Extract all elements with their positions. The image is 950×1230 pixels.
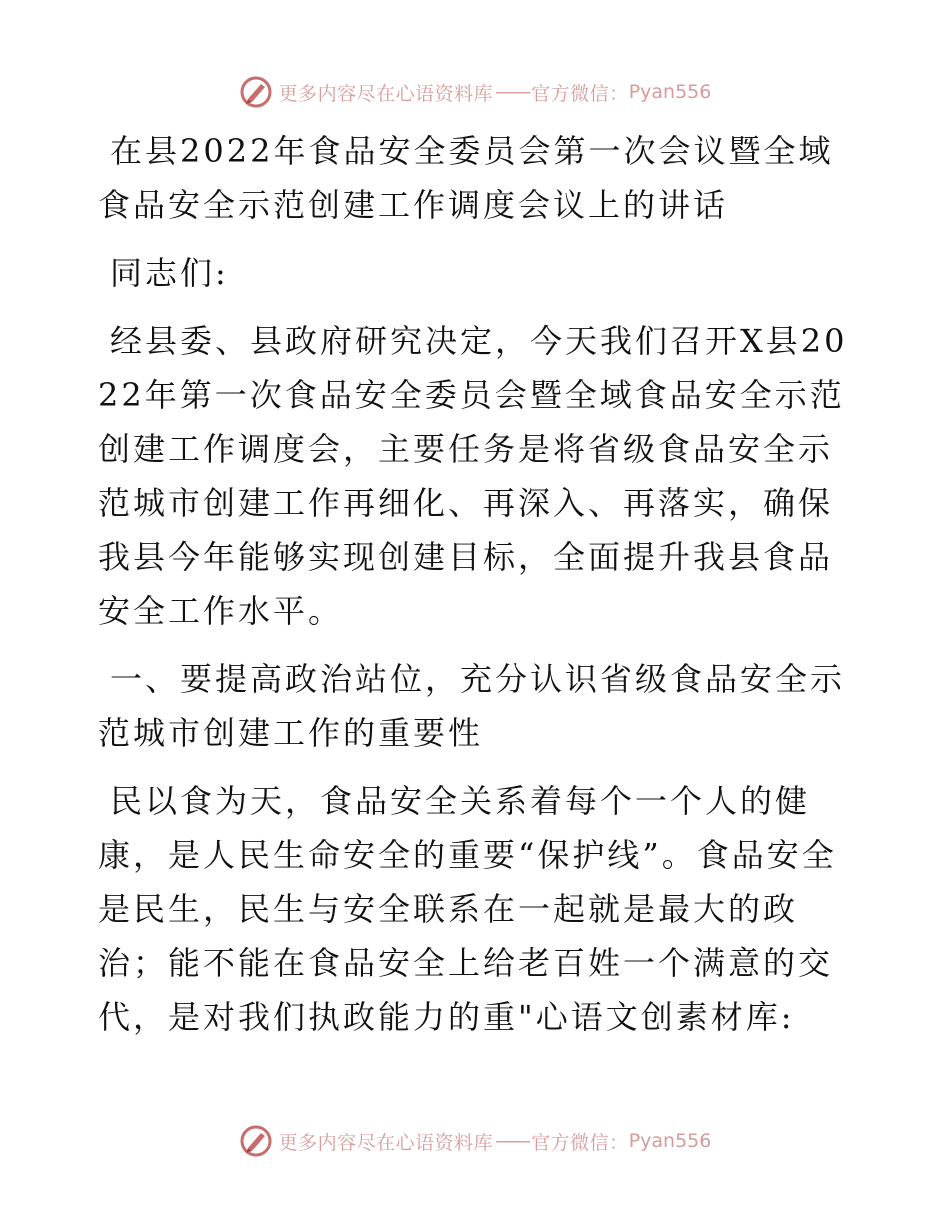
watermark-dash: —— — [495, 81, 530, 103]
header-watermark — [0, 72, 950, 112]
pen-circle-logo-icon — [239, 75, 273, 109]
watermark-wechat-id: Pyan556 — [628, 1130, 712, 1152]
section-heading-1: 一、要提高政治站位，充分认识省级食品安全示范城市创建工作的重要性 — [98, 660, 846, 752]
paragraph-intro: 经县委、县政府研究决定，今天我们召开X县2022年第一次食品安全委员会暨全域食品安全示范创建工作调度会，主要任务是将省级食品安全示范城市创建工作再细化、再深入、再落实，确保我县今年能够实现创建目标，全面提升我县食品安全工作水平。 — [98, 322, 848, 630]
watermark-wechat-id: Pyan556 — [628, 81, 712, 103]
document-body — [98, 124, 858, 1044]
watermark-label: 官方微信： — [531, 1131, 629, 1154]
pen-circle-logo-icon — [239, 1124, 273, 1158]
paragraph-food-safety: 民以食为天，食品安全关系着每个一个人的健康，是人民生命安全的重要“保护线”。食品安全是民生，民生与安全联系在一起就是最大的政治；能不能在食品安全上给老百姓一个满意的交代，是对我们执政能力的重"心语文创素材库: — [98, 782, 837, 1036]
document-title: 在县2022年食品安全委员会第一次会议暨全域食品安全示范创建工作调度会议上的讲话 — [98, 132, 834, 224]
watermark-main-text: 更多内容尽在心语资料库 — [278, 1131, 494, 1154]
salutation: 同志们: — [110, 254, 229, 292]
watermark-main-text: 更多内容尽在心语资料库 — [278, 82, 494, 105]
watermark-dash: —— — [495, 1130, 530, 1152]
footer-watermark — [0, 1121, 950, 1161]
watermark-label: 官方微信： — [531, 82, 629, 105]
